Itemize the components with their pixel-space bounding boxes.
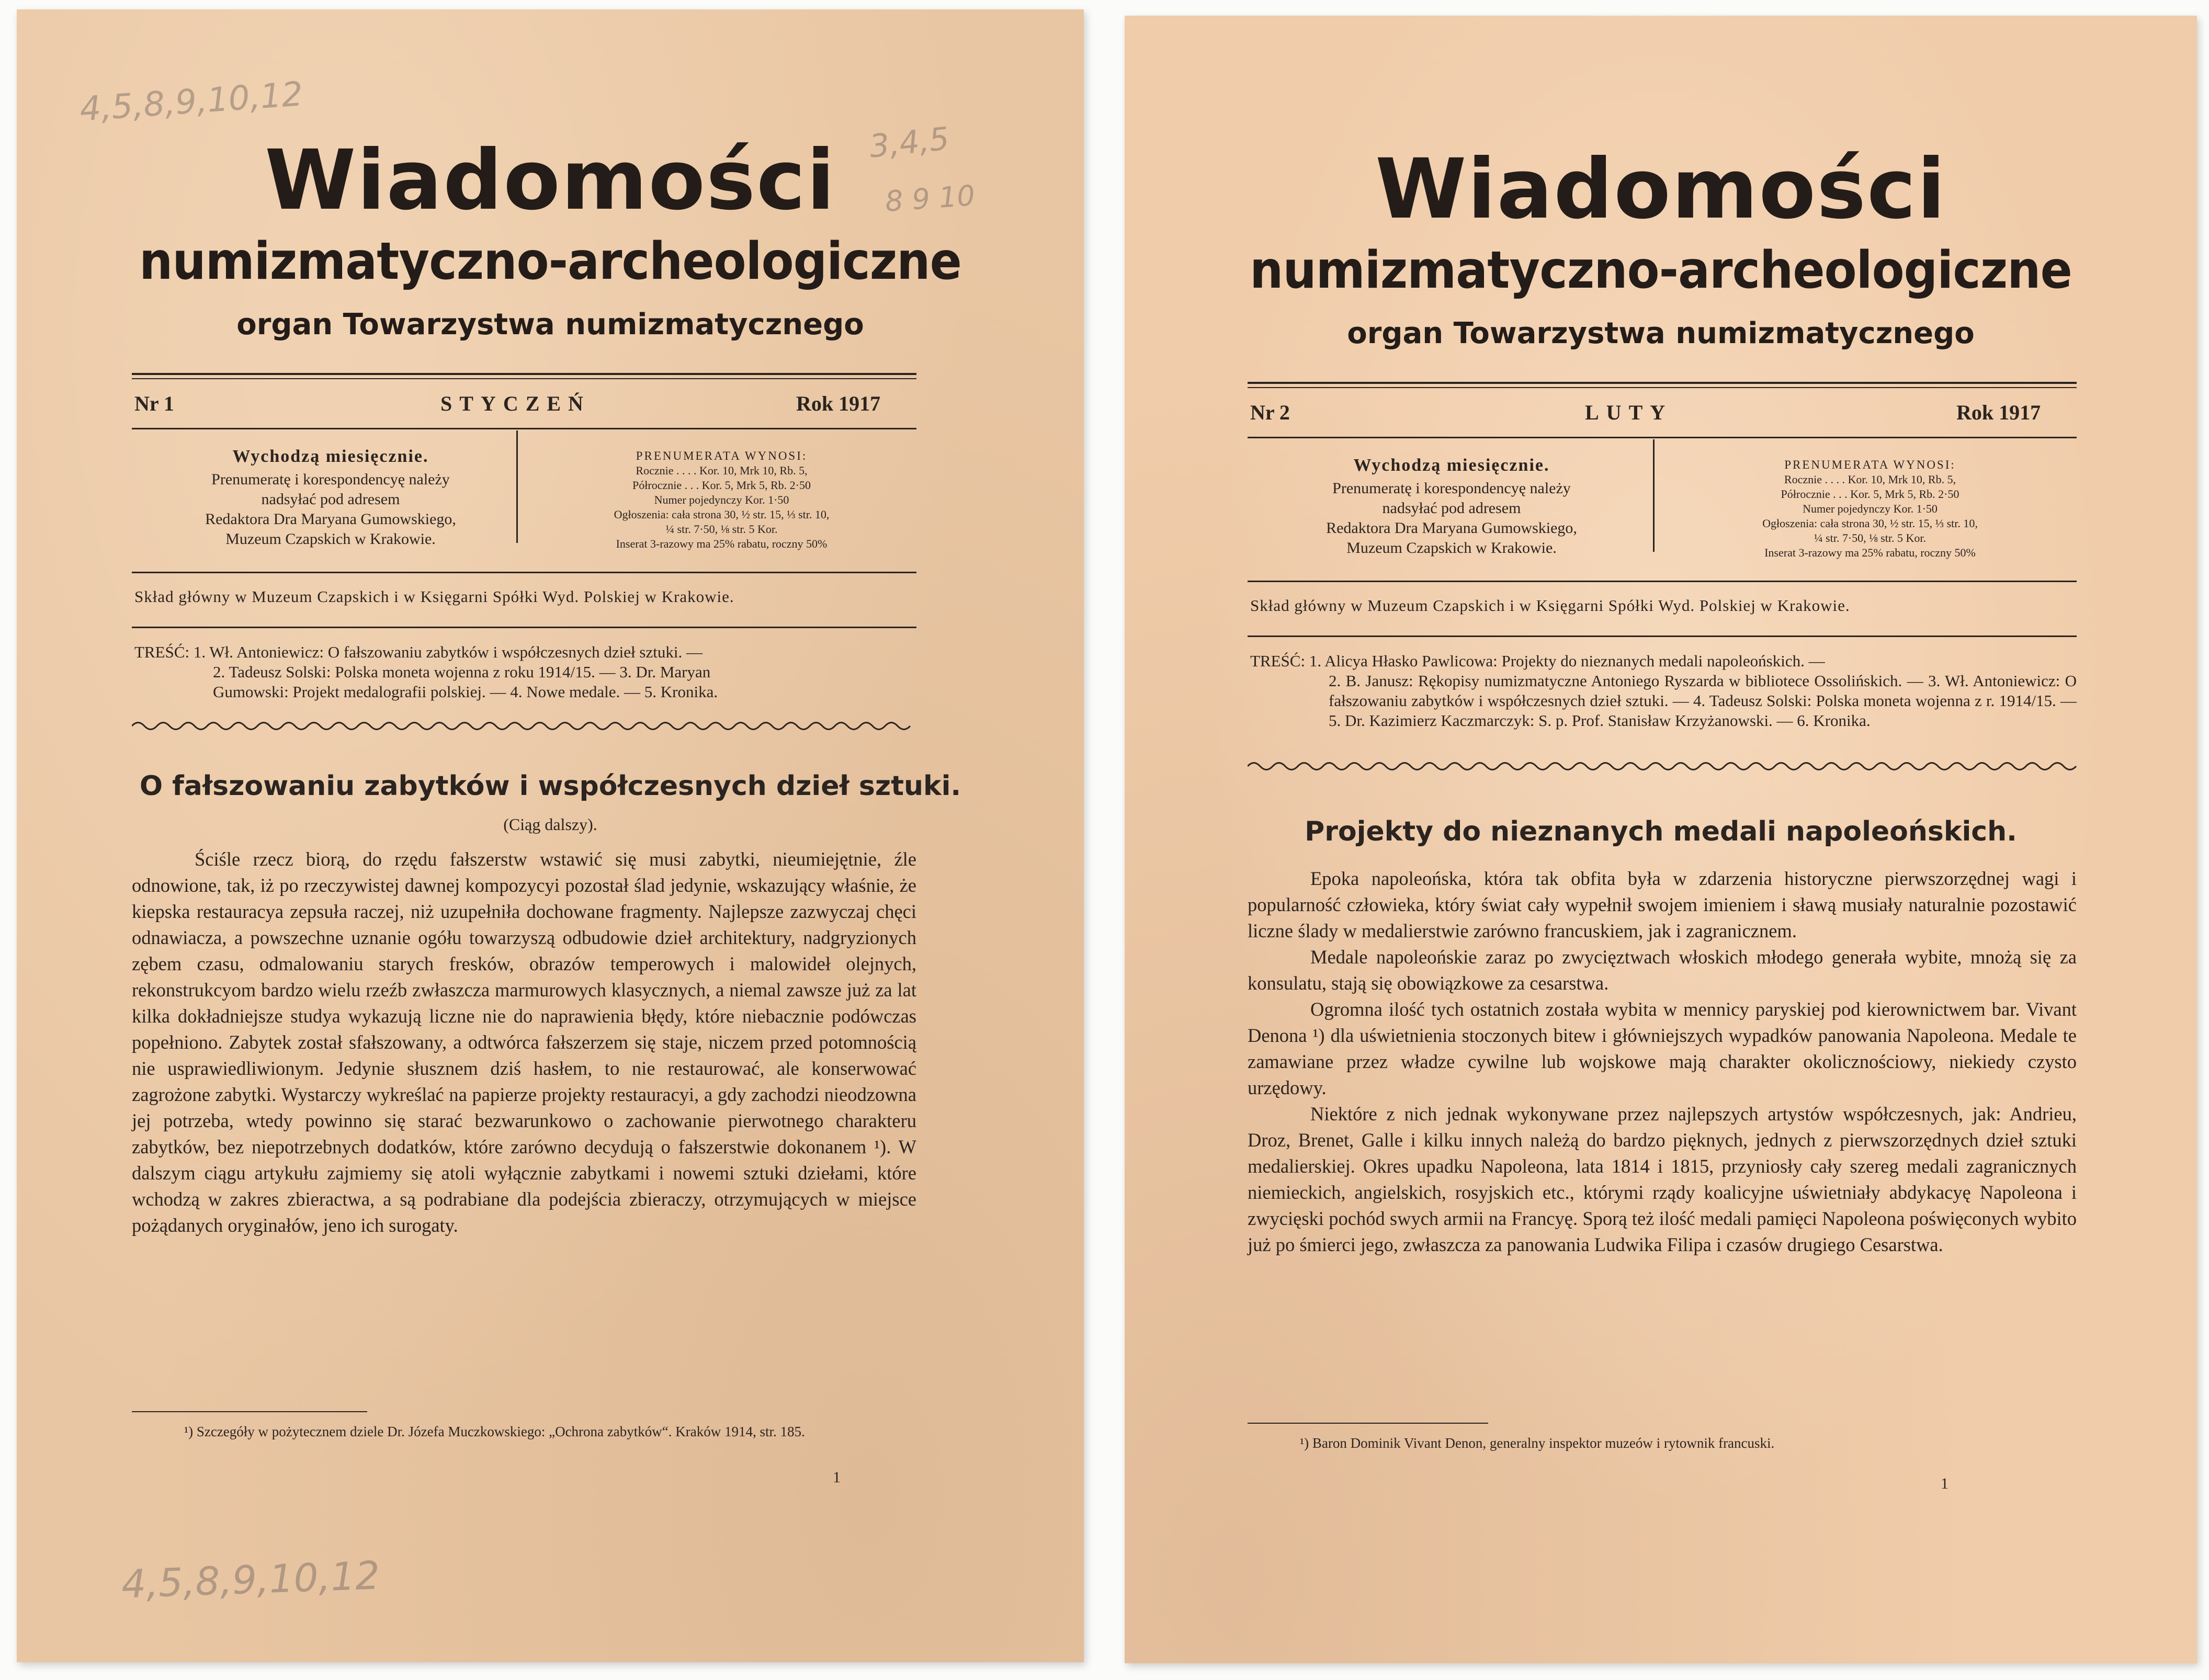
info-line: Muzeum Czapskich w Krakowie. — [225, 530, 436, 548]
info-line: Muzeum Czapskich w Krakowie. — [1346, 539, 1557, 557]
page-number: 1 — [1941, 1475, 1949, 1492]
article-paragraph: Ogromna ilość tych ostatnich została wybita w mennicy paryskiej pod kierownictwem bar. Vivant Denona ¹) dla uświetnienia stoczonych bitew i główniejszych wypadków panowania Napoleona. Medale te zamawiane przez władze cywilne lub wojskowe mają charakter okolicznościowy, niekiedy czysto urzędowy. — [1248, 998, 2077, 1098]
pencil-note: 8 9 10 — [884, 179, 976, 218]
price-line: Inserat 3-razowy ma 25% rabatu, roczny 50% — [1764, 546, 1976, 559]
article-paragraph: Medale napoleońskie zaraz po zwycięztwach włoskich młodego generała wybite, mnożą się za konsulatu, stają się obowiązkowe za cesarstwa. — [1248, 946, 2077, 994]
article-title: O fałszowaniu zabytków i współczesnych dzieł sztuki. — [139, 770, 961, 802]
wavy-divider — [1248, 758, 2077, 774]
page-left-issue-1 — [17, 9, 1084, 1662]
publication-info — [132, 444, 529, 549]
pencil-note: 3,4,5 — [867, 120, 951, 165]
price-line: Rocznie . . . . Kor. 10, Mrk 10, Rb. 5, — [636, 464, 808, 477]
table-of-contents — [1250, 651, 2077, 731]
issue-month: LUTY — [1585, 401, 1673, 424]
header-rule — [132, 627, 916, 628]
price-line: ¼ str. 7·50, ⅛ str. 5 Kor. — [1814, 531, 1926, 544]
wavy-divider — [132, 718, 916, 734]
page-right-issue-2 — [1125, 16, 2197, 1663]
issue-month: STYCZEŃ — [440, 392, 591, 415]
page-number: 1 — [833, 1469, 841, 1486]
article-body — [1248, 866, 2077, 1258]
header-rule — [132, 572, 916, 573]
masthead-subtitle: numizmatyczno-archeologiczne — [1250, 241, 2072, 300]
header-rule — [1248, 437, 2077, 438]
price-line: Inserat 3-razowy ma 25% rabatu, roczny 50% — [616, 537, 828, 550]
header-rule — [1248, 382, 2077, 384]
issue-number: Nr 2 — [1250, 401, 1290, 424]
price-line: Ogłoszenia: cała strona 30, ½ str. 15, ⅓ str. 10, — [1762, 517, 1978, 530]
pencil-note: 4,5,8,9,10,12 — [78, 75, 304, 129]
issue-year: Rok 1917 — [796, 392, 881, 415]
issue-number: Nr 1 — [134, 392, 174, 415]
subscription-heading: PRENUMERATA WYNOSI: — [636, 449, 808, 462]
toc-entry: 2. Tadeusz Solski: Polska moneta wojenna z roku 1914/15. — 3. Dr. Maryan — [213, 663, 711, 681]
header-rule — [1248, 581, 2077, 582]
header-rule — [132, 428, 916, 429]
footnote-rule — [1248, 1423, 1488, 1424]
masthead-subtitle: numizmatyczno-archeologiczne — [139, 232, 961, 291]
footnote: ¹) Szczegóły w pożytecznem dziele Dr. Józefa Muczkowskiego: „Ochrona zabytków“. Kraków 1914, str. 185. — [184, 1424, 805, 1439]
footnote: ¹) Baron Dominik Vivant Denon, generalny inspektor muzeów i rytownik francuski. — [1300, 1435, 1775, 1451]
subscription-info — [527, 449, 916, 551]
column-divider — [516, 430, 518, 543]
subscription-info — [1663, 458, 2077, 560]
toc-entry: 1. Wł. Antoniewicz: O fałszowaniu zabytków i współczesnych dzieł sztuki. — — [193, 643, 703, 661]
toc-label: TREŚĆ: — [134, 643, 190, 661]
publication-info — [1248, 452, 1656, 558]
price-line: Numer pojedynczy Kor. 1·50 — [654, 493, 789, 506]
article-body — [132, 846, 916, 1239]
article-title: Projekty do nieznanych medali napoleońskich. — [1305, 816, 2017, 847]
price-line: Rocznie . . . . Kor. 10, Mrk 10, Rb. 5, — [1784, 473, 1956, 486]
price-line: Półrocznie . . . Kor. 5, Mrk 5, Rb. 2·50 — [632, 479, 811, 492]
info-line: Redaktora Dra Maryana Gumowskiego, — [1326, 519, 1577, 537]
article-subtitle: (Ciąg dalszy). — [503, 815, 597, 834]
table-of-contents — [134, 642, 916, 702]
info-line: nadsyłać pod adresem — [1382, 500, 1521, 517]
info-heading: Wychodzą miesięcznie. — [1353, 456, 1550, 475]
price-line: Półrocznie . . . Kor. 5, Mrk 5, Rb. 2·50 — [1781, 487, 1959, 501]
issue-year: Rok 1917 — [1956, 401, 2041, 424]
toc-entry: 1. Alicya Hłasko Pawlicowa: Projekty do nieznanych medali napoleońskich. — — [1309, 652, 1825, 670]
article-paragraph: Ściśle rzecz biorą, do rzędu fałszerstw wstawić się musi zabytki, nieumiejętnie, źle odnowione, tak, iż po rzeczywistej dawnej kompozycyi pozostał ślad jedynie, wskazujący właśnie, że kiepska restauracya zepsuła raczej, niż uzupełniła dochowane fragmenty. Najlepsze zazwyczaj chęci odnawiacza, a powszechne uznanie ogółu towarzyszą odbudowie dzieł architektury, nadgryzionych zębem czasu, odmalowaniu starych fresków, obrazów temperowych i malowideł olejnych, rekonstrukcyom bardzo wielu rzeźb zwłaszcza marmurowych klasycznych, a niemal zawsze już za lat kilka dokładniejsze studya wykazują liczne nie do naprawienia błędy, które niebacznie podówczas popełniono. Zabytek został sfałszowany, a odtwórca fałszerzem się staje, niczem przed potomnością nie usprawiedliwionym. Jedynie słusznem dziś hasłem, to nie restaurować, ale konserwować zagrożone zabytki. Wystarczy wykreślać na papierze projekty restauracyi, a gdy zachodzi nieodzowna jej potrzeba, wtedy powinno się starać bezwarunkowo o zachowanie pierwotnego charakteru zabytków, bez niepotrzebnych dodatków, które zarówno decydują o fałszerstwie dokonanem ¹). W dalszym ciągu artykułu zajmiemy się atoli wyłącznie zabytkami i nowemi sztuki dziełami, które wchodzą w zakres zbieractwa, a są podrabiane dla podejścia zbieraczy, otrzymujących w miejsce pożądanych oryginałów, jeno ich surogaty. — [132, 848, 916, 1236]
info-line: nadsyłać pod adresem — [261, 491, 400, 508]
masthead-organ: organ Towarzystwa numizmatycznego — [236, 308, 864, 342]
header-rule — [1248, 387, 2077, 388]
price-line: Numer pojedynczy Kor. 1·50 — [1803, 502, 1938, 515]
price-line: Ogłoszenia: cała strona 30, ½ str. 15, ⅓ str. 10, — [614, 508, 830, 521]
toc-entry: 2. B. Janusz: Rękopisy numizmatyczne Antoniego Ryszarda w bibliotece Ossolińskich. — 3. Wł. Antoniewicz: O fałszowaniu zabytków i współczesnych dzieł sztuki. — 4. Tadeusz Solski: Polska moneta wojenna z r. 1914/15. — 5. Dr. Kazimierz Kaczmarczyk: S. p. Prof. Stanisław Krzyżanowski. — 6. Kronika. — [1329, 672, 2077, 730]
info-heading: Wychodzą miesięcznie. — [232, 447, 429, 466]
sklad-glowny: Skład główny w Muzeum Czapskich i w Księgarni Spółki Wyd. Polskiej w Krakowie. — [134, 587, 734, 606]
sklad-glowny: Skład główny w Muzeum Czapskich i w Księgarni Spółki Wyd. Polskiej w Krakowie. — [1250, 596, 1850, 615]
masthead-title: Wiadomości — [1375, 141, 1946, 237]
article-paragraph: Epoka napoleońska, która tak obfita była w zdarzenia historyczne pierwszorzędnej wagi i popularność człowieka, który świat cały wypełnił swojem imieniem i sławą musiały naturalnie pozostawić liczne ślady w medalierstwie zarówno francuskiem, jak i zagranicznem. — [1248, 868, 2077, 941]
masthead-title: Wiadomości — [265, 132, 836, 229]
info-line: Redaktora Dra Maryana Gumowskiego, — [205, 510, 456, 528]
toc-label: TREŚĆ: — [1250, 652, 1306, 670]
info-line: Prenumeratę i korespondencyę należy — [1332, 480, 1571, 497]
info-line: Prenumeratę i korespondencyę należy — [211, 471, 450, 488]
masthead-organ: organ Towarzystwa numizmatycznego — [1347, 316, 1975, 350]
toc-entry: Gumowski: Projekt medalografii polskiej. — 4. Nowe medale. — 5. Kronika. — [213, 683, 718, 701]
pencil-note: 4,5,8,9,10,12 — [120, 1553, 381, 1607]
subscription-heading: PRENUMERATA WYNOSI: — [1784, 458, 1956, 471]
header-rule — [1248, 635, 2077, 637]
column-divider — [1653, 439, 1655, 552]
article-paragraph: Niektóre z nich jednak wykonywane przez najlepszych artystów współczesnych, jak: Andrieu, Droz, Brenet, Galle i kilku innych należą do bardzo pięknych, jednych z pierwszorzędnych dzieł sztuki medalierskiej. Okres upadku Napoleona, lata 1814 i 1815, przyniosły cały szereg medali zagranicznych niemieckich, angielskich, rosyjskich etc., którymi rządy koalicyjne uświetniały abdykacyę Napoleona i zwycięski pochód swych armii na Francyę. Sporą też ilość medali pamięci Napoleona poświęconych wybito już po śmierci jego, zwłaszcza za panowania Ludwika Filipa i czasów drugiego Cesarstwa. — [1248, 1103, 2077, 1255]
header-rule — [132, 378, 916, 379]
price-line: ¼ str. 7·50, ⅛ str. 5 Kor. — [665, 523, 778, 536]
footnote-rule — [132, 1411, 367, 1412]
header-rule — [132, 373, 916, 375]
